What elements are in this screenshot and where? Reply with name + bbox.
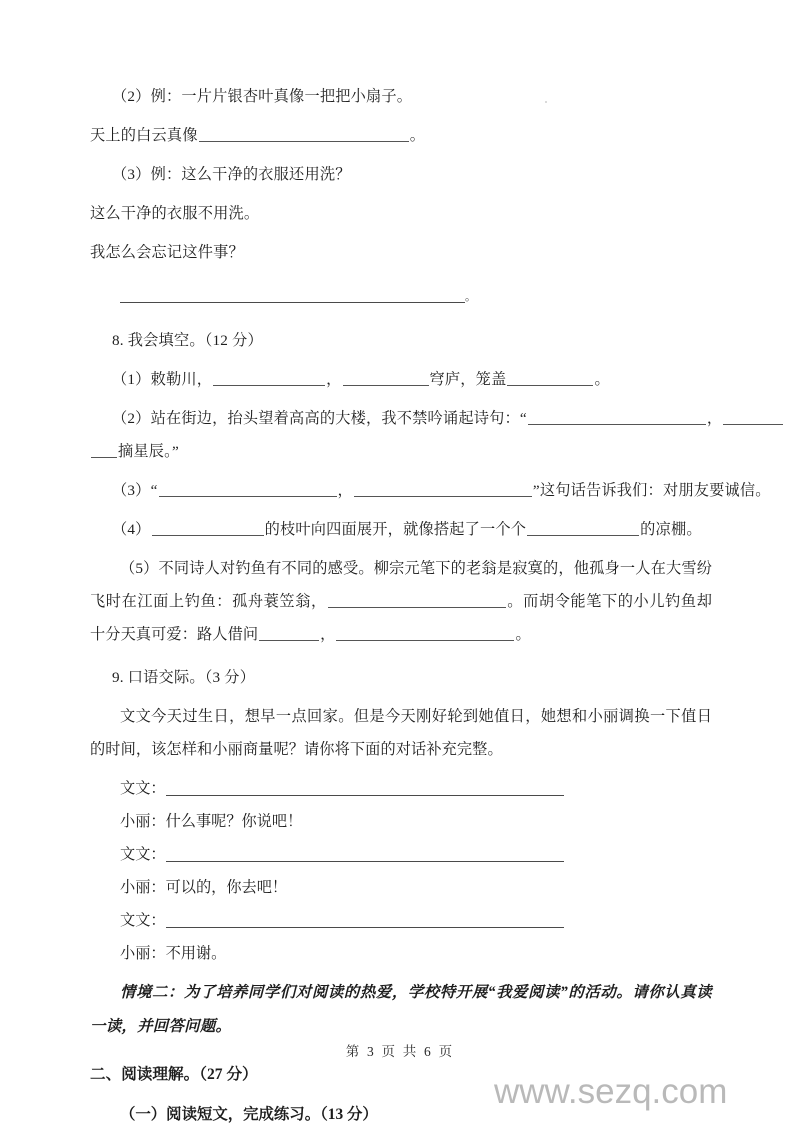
q9-heading [90,661,712,694]
q7-item2-prompt-suffix: 。 [409,127,426,144]
q9-dialogue-row-3 [90,838,712,871]
q8-blank3-seg3: ”这句话告诉我们：对朋友要诚信。 [532,482,771,499]
q8-blank5 [90,552,712,651]
q7-item2-prompt [90,119,712,152]
q7-item3-question [90,236,712,269]
q9-dialogue-blank-3[interactable] [166,912,564,928]
q9-speaker-label: 文文： [120,912,166,929]
q9-speaker-label: 小丽： [120,945,166,962]
q9-dialogue-row-5 [90,904,712,937]
q8-blank2-seg1: （2）站在街边，抬头望着高高的大楼，我不禁吟诵起诗句：“ [112,410,527,427]
q8-blank1-input2[interactable] [343,370,429,386]
q8-blank3-input2[interactable] [354,481,532,497]
q8-blank2-input1[interactable] [528,409,706,425]
q9-dialogue-blank-1[interactable] [166,780,564,796]
q8-blank4-input1[interactable] [152,520,264,536]
q8-heading-text: 8. 我会填空。（12 分） [112,332,263,349]
q8-blank3-input1[interactable] [159,481,337,497]
q7-item3-example-answer [90,197,712,230]
q9-dialogue-text-6: 不用谢。 [165,945,227,962]
q8-blank2-line2 [90,435,712,468]
q8-blank1 [90,363,712,396]
q8-blank4 [90,513,712,546]
q8-blank5-input1[interactable] [328,592,506,608]
q8-blank4-seg3: 的凉棚。 [640,521,702,538]
page-footer [0,1040,800,1060]
site-watermark [494,1072,727,1112]
q8-blank5-seg1: （5）不同诗人对钓鱼有不同的感受。柳宗元笔下的老翁是寂寞的，他孤身一人在大雪纷飞时在江面上钓鱼：孤舟蓑笠翁， [90,560,712,610]
q9-dialogue-row-6 [90,937,712,970]
scenario-two-paragraph [90,976,712,1044]
q8-blank3 [90,474,771,507]
q8-blank1-seg3: 穹庐，笼盖 [429,371,507,388]
q9-dialogue-row-1 [90,772,712,805]
q8-blank3-seg2: ， [337,482,353,499]
q7-item3-question-text: 我怎么会忘记这件事？ [90,244,244,261]
q9-dialogue-row-2 [90,805,712,838]
q8-blank3-seg1: （3）“ [112,482,158,499]
q8-blank5-seg2: 。而胡令能笔下的小儿钓鱼却十分天真可爱：路人借问 [90,593,712,643]
q7-item3-example-answer-text: 这么干净的衣服不用洗。 [90,205,260,222]
q9-dialogue-blank-2[interactable] [166,846,564,862]
page-number-label: 第 3 页 共 6 页 [345,1044,455,1059]
q8-blank5-seg3: ， [320,626,336,643]
q7-item2-answer-blank[interactable] [199,126,409,142]
q8-blank2-input2b[interactable] [91,442,117,458]
q8-blank2-seg2: ， [706,410,723,427]
q7-item2-example-text: （2）例：一片片银杏叶真像一把把小扇子。 [112,88,413,105]
q8-heading [90,324,712,357]
q9-speaker-label: 文文： [120,846,166,863]
q7-item3-example-text: （3）例：这么干净的衣服还用洗？ [112,166,351,183]
q8-blank4-seg1: （4） [112,521,151,538]
q8-blank1-input1[interactable] [213,370,325,386]
q8-blank4-input2[interactable] [527,520,639,536]
q8-blank1-seg4: 。 [594,371,610,388]
q7-item3-answer-blank[interactable] [120,287,465,303]
q8-blank4-seg2: 的枝叶向四面展开，就像搭起了一个个 [264,521,527,538]
q7-item3-example [90,158,712,191]
q8-blank1-input3[interactable] [507,370,593,386]
q9-speaker-label: 小丽： [120,879,166,896]
q7-item3-answer-suffix: 。 [465,291,477,303]
q9-speaker-label: 文文： [120,780,166,797]
q7-item3-answer-row [90,279,712,314]
q8-blank5-input2[interactable] [259,625,319,641]
q7-item2-example [90,80,712,113]
scenario-two-text: 情境二：为了培养同学们对阅读的热爱，学校特开展“我爱阅读”的活动。请你认真读一读，并回答问题。 [90,984,712,1035]
q9-dialogue-text-2: 什么事呢？你说吧！ [165,813,303,830]
q8-blank2-seg3: 摘星辰。” [118,443,179,460]
q7-item2-prompt-prefix: 天上的白云真像 [90,127,198,144]
q9-prompt [90,700,712,766]
q8-blank2-line1 [90,402,723,435]
q8-blank2-input2a[interactable] [723,409,783,425]
part-two-heading-text: 二、阅读理解。（27 分） [90,1066,258,1083]
q9-speaker-label: 小丽： [120,813,166,830]
q9-dialogue-text-4: 可以的，你去吧！ [165,879,288,896]
q8-blank5-input3[interactable] [336,625,514,641]
q8-blank1-seg1: （1）敕勒川， [112,371,213,388]
q8-blank5-seg4: 。 [515,626,531,643]
q9-heading-text: 9. 口语交际。（3 分） [112,669,256,686]
q8-blank1-seg2: ， [326,371,342,388]
page-content [90,80,771,1132]
part-two-subheading-text: （一）阅读短文，完成练习。（13 分） [120,1106,378,1123]
q9-dialogue-row-4 [90,871,712,904]
site-watermark-text: www.sezq.com [494,1072,728,1111]
q9-prompt-text: 文文今天过生日，想早一点回家。但是今天刚好轮到她值日，她想和小丽调换一下值日的时间，该怎样和小丽商量呢？请你将下面的对话补充完整。 [90,708,712,758]
